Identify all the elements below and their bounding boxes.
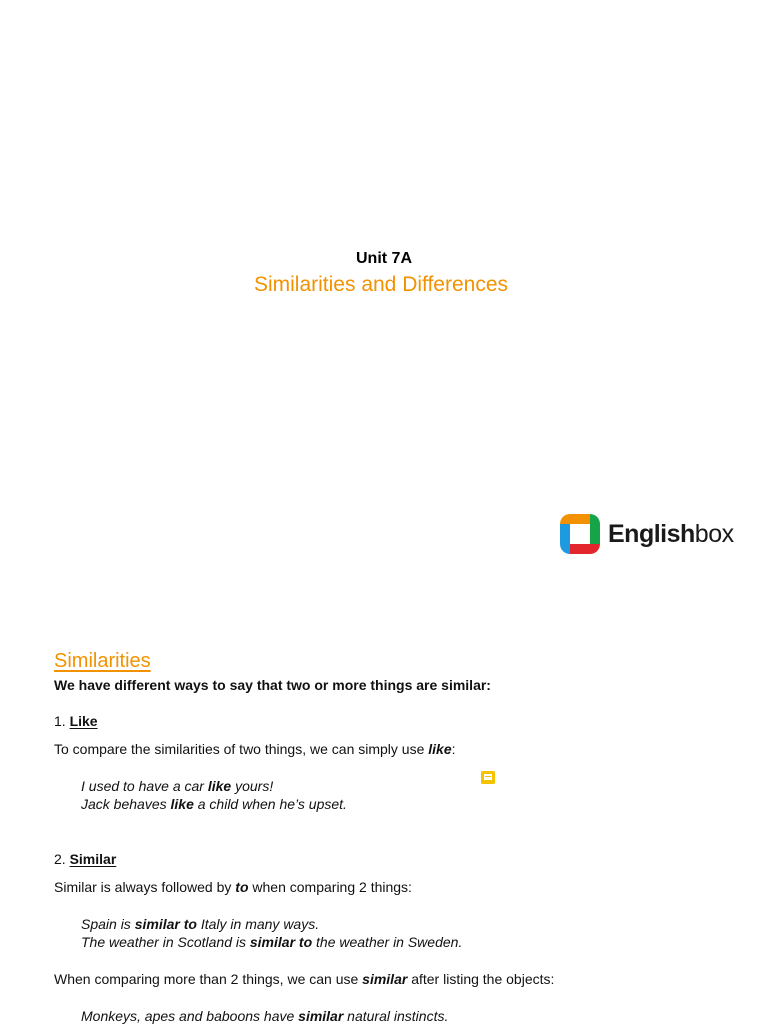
- example-sentence: Spain is similar to Italy in many ways.: [81, 916, 320, 932]
- section-title-similarities: Similarities: [54, 650, 151, 672]
- item2-description: Similar is always followed by to when comparing 2 things:: [54, 879, 412, 895]
- brand-regular: box: [694, 520, 734, 548]
- page-title: Similarities and Differences: [253, 273, 509, 296]
- unit-label: Unit 7A: [356, 250, 412, 267]
- item-number: 2.: [54, 851, 66, 867]
- englishbox-logo: [558, 512, 754, 558]
- intro-text: We have different ways to say that two or more things are similar:: [54, 677, 491, 693]
- item-heading-text: Similar: [69, 851, 117, 867]
- comment-icon[interactable]: [481, 771, 495, 784]
- item-heading-text: Like: [69, 713, 98, 729]
- example-sentence: Jack behaves like a child when he’s upset.: [81, 796, 347, 812]
- example-sentence: I used to have a car like yours!: [81, 778, 274, 794]
- item1-description: To compare the similarities of two things, we can simply use like:: [54, 741, 456, 757]
- brand-bold: English: [608, 520, 695, 548]
- item-heading-like: [54, 713, 98, 729]
- example-sentence: Monkeys, apes and baboons have similar natural instincts.: [81, 1008, 449, 1024]
- item2-description-2: When comparing more than 2 things, we can use similar after listing the objects:: [54, 971, 555, 987]
- englishbox-logo-icon: [558, 512, 602, 556]
- item-heading-similar: [54, 851, 116, 867]
- englishbox-wordmark: [608, 520, 734, 549]
- item-number: 1.: [54, 713, 66, 729]
- example-sentence: The weather in Scotland is similar to the weather in Sweden.: [81, 934, 463, 950]
